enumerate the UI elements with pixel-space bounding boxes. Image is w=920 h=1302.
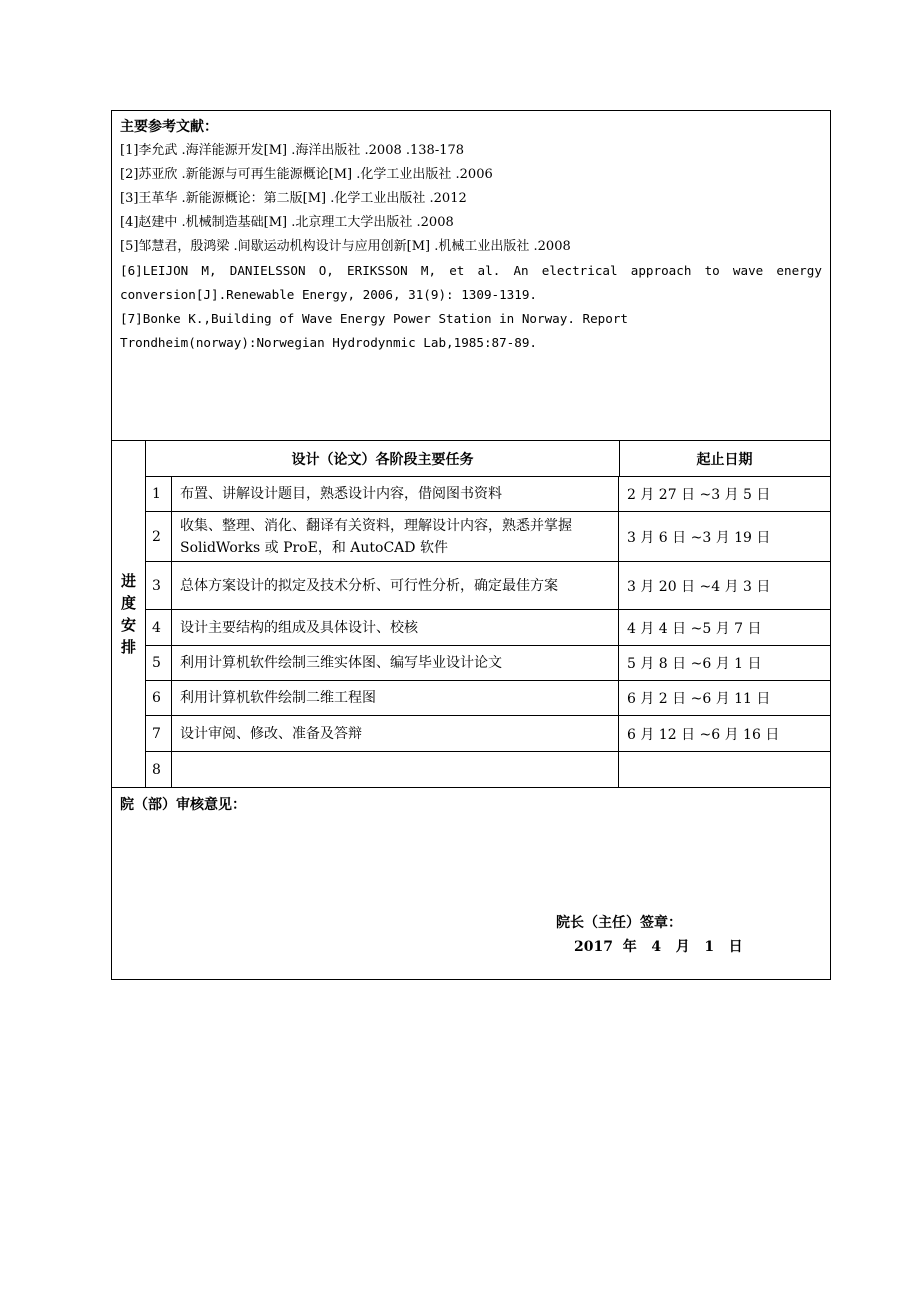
reference-word: M, xyxy=(201,263,217,278)
references-section xyxy=(112,111,830,441)
reference-word: approach xyxy=(630,263,692,278)
row-task: 总体方案设计的拟定及技术分析、可行性分析，确定最佳方案 xyxy=(172,562,619,609)
row-task: 利用计算机软件绘制二维工程图 xyxy=(172,681,619,715)
reference-item-7-line-2: Trondheim(norway):Norwegian Hydrodynmic Lab,1985:87-89. xyxy=(120,335,538,350)
review-date: 2017 年 4 月 1 日 xyxy=(574,939,743,955)
reference-word: O, xyxy=(318,263,334,278)
row-task: 利用计算机软件绘制三维实体图、编写毕业设计论文 xyxy=(172,646,619,680)
row-number: 8 xyxy=(146,752,172,787)
side-label-char: 安 xyxy=(120,616,136,634)
row-number: 5 xyxy=(146,646,172,680)
row-number: 6 xyxy=(146,681,172,715)
row-task xyxy=(172,752,619,787)
row-task: 布置、讲解设计题目，熟悉设计内容，借阅图书资料 xyxy=(172,477,619,511)
schedule-table xyxy=(112,441,830,787)
schedule-grid xyxy=(146,441,830,787)
row-date: 6 月 12 日 ~6 月 16 日 xyxy=(627,726,780,743)
signature-label: 院长（主任）签章： xyxy=(556,915,682,931)
reference-word: al. xyxy=(477,263,501,278)
reference-word: et xyxy=(449,263,465,278)
side-label-char: 进 xyxy=(120,572,136,590)
header-task: 设计（论文）各阶段主要任务 xyxy=(146,441,620,476)
row-task: 设计审阅、修改、准备及答辩 xyxy=(172,716,619,751)
side-label-char: 度 xyxy=(120,594,136,612)
row-date xyxy=(619,752,830,787)
schedule-side-label xyxy=(112,441,146,787)
table-row xyxy=(146,477,830,512)
row-number: 4 xyxy=(146,610,172,645)
reference-word: energy xyxy=(776,263,822,278)
schedule-header-row xyxy=(146,441,830,477)
reference-item: [5]邹慧君，殷鸿梁 .间歇运动机构设计与应用创新[M] .机械工业出版社 .2008 xyxy=(120,239,571,254)
row-date: 4 月 4 日 ~5 月 7 日 xyxy=(627,620,762,637)
table-row xyxy=(146,681,830,716)
reference-word: DANIELSSON xyxy=(229,263,306,278)
header-date: 起止日期 xyxy=(696,451,753,468)
row-date: 2 月 27 日 ~3 月 5 日 xyxy=(627,487,771,503)
reference-item: [3]王革华 .新能源概论：第二版[M] .化学工业出版社 .2012 xyxy=(120,191,467,206)
row-number: 1 xyxy=(146,477,172,511)
side-label-char: 排 xyxy=(120,638,136,656)
table-row xyxy=(146,646,830,681)
review-title: 院（部）审核意见： xyxy=(120,797,246,813)
table-row xyxy=(146,562,830,610)
row-date: 6 月 2 日 ~6 月 11 日 xyxy=(627,691,771,707)
reference-word: M, xyxy=(420,263,437,278)
row-date: 3 月 6 日 ~3 月 19 日 xyxy=(627,529,771,546)
reference-word: An xyxy=(513,263,529,278)
reference-word: wave xyxy=(732,263,764,278)
reference-word: [6]LEIJON xyxy=(120,263,189,278)
reference-item-6-line-1 xyxy=(120,259,822,283)
table-row xyxy=(146,716,830,752)
review-section xyxy=(112,787,830,979)
reference-item: [2]苏亚欣 .新能源与可再生能源概论[M] .化学工业出版社 .2006 xyxy=(120,167,493,182)
row-date: 3 月 20 日 ~4 月 3 日 xyxy=(627,578,771,595)
reference-word: to xyxy=(704,263,720,278)
references-title: 主要参考文献： xyxy=(120,119,218,135)
reference-item-6-line-2: conversion[J].Renewable Energy, 2006, 31(9): 1309-1319. xyxy=(120,287,538,302)
task-form xyxy=(111,110,831,980)
reference-word: electrical xyxy=(541,263,618,278)
reference-item: [4]赵建中 .机械制造基础[M] .北京理工大学出版社 .2008 xyxy=(120,215,454,230)
table-row xyxy=(146,512,830,562)
row-task: 收集、整理、消化、翻译有关资料，理解设计内容，熟悉并掌握 SolidWorks 或 ProE，和 AutoCAD 软件 xyxy=(172,512,619,561)
reference-item-7-line-1: [7]Bonke K.,Building of Wave Energy Power Station in Norway. Report xyxy=(120,311,628,326)
row-date: 5 月 8 日 ~6 月 1 日 xyxy=(627,656,762,672)
table-row xyxy=(146,752,830,787)
row-number: 3 xyxy=(146,562,172,609)
row-task: 设计主要结构的组成及具体设计、校核 xyxy=(172,610,619,645)
row-number: 7 xyxy=(146,716,172,751)
reference-item: [1]李允武 .海洋能源开发[M] .海洋出版社 .2008 .138-178 xyxy=(120,143,465,158)
reference-word: ERIKSSON xyxy=(347,263,408,278)
table-row xyxy=(146,610,830,646)
row-number: 2 xyxy=(146,512,172,561)
